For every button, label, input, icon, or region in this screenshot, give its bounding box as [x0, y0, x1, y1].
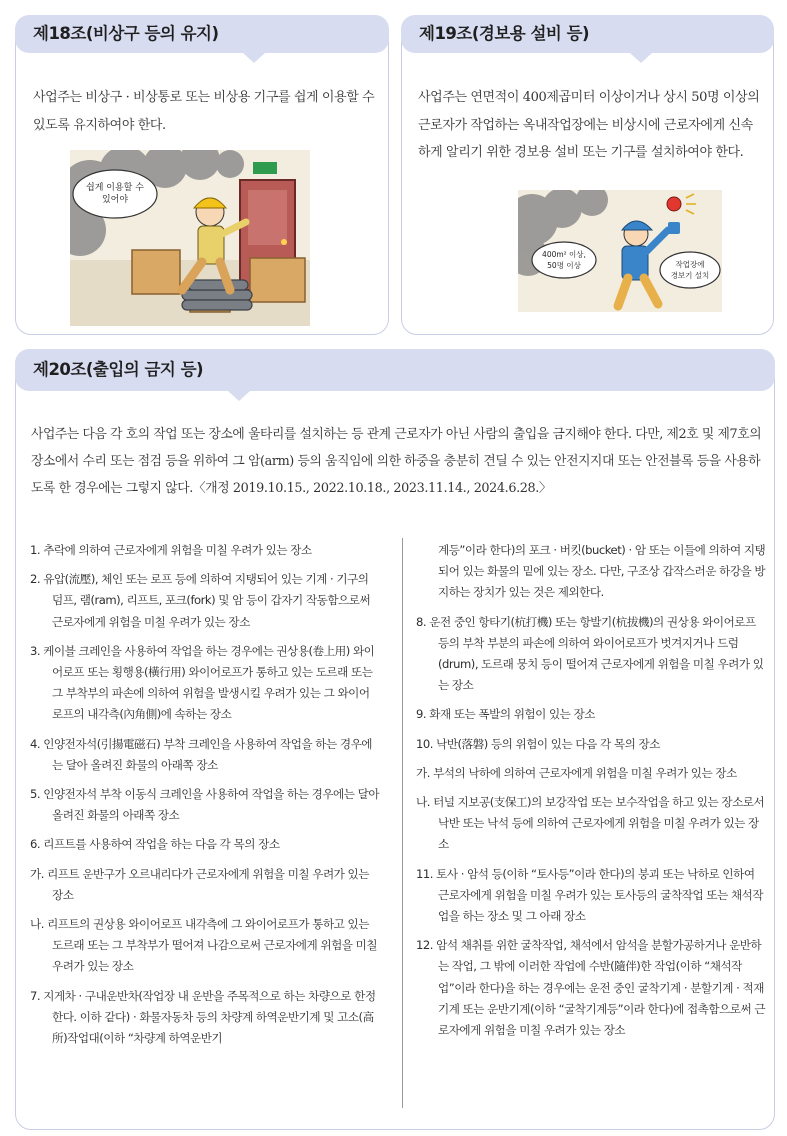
article-18-text: 사업주는 비상구 · 비상통로 또는 비상용 기구를 쉽게 이용할 수 있도록 유지하여야 한다. — [33, 90, 375, 133]
list-item: 12. 암석 채취를 위한 굴착작업, 채석에서 암석을 분할가공하거나 운반하는 작업, 그 밖에 이러한 작업에 수반(隨伴)한 작업(이하 “채석작업”이라 한다)을 하는 경우에는 운전 중인 굴착기계 · 분할기계 · 적재기계 또는 운반기계(이하 “굴착기계등”이라 한다)에 접촉함으로써 근로자에게 위험을 미칠 우려가 있는 장소 — [416, 938, 766, 1038]
emergency-exit-illustration — [70, 150, 310, 326]
article-19-bubble-left-line1: 400m² 이상, — [542, 250, 586, 259]
article-18-title: 제18조(비상구 등의 유지) — [15, 15, 389, 53]
exit-sign-icon — [253, 162, 277, 174]
article-19-text: 사업주는 연면적이 400제곱미터 이상이거나 상시 50명 이상의 근로자가 작업하는 옥내작업장에는 비상시에 근로자에게 신속하게 알리기 위한 경보용 설비 또는 기구를 설치하여야 한다. — [418, 90, 760, 160]
article-18-bubble-line2: 있어야 — [101, 195, 129, 205]
list-sub-item: 가. 리프트 운반구가 오르내리다가 근로자에게 위험을 미칠 우려가 있는 장소 — [30, 866, 369, 902]
list-item: 11. 토사 · 암석 등(이하 “토사등”이라 한다)의 붕괴 또는 낙하로 인하여 근로자에게 위험을 미칠 우려가 있는 토사등의 굴착작업 또는 채석작업을 하는 장소 및 그 아래 장소 — [416, 866, 764, 924]
article-19-bubble-left-line2: 50명 이상 — [547, 261, 581, 270]
article-19-title-pointer — [630, 53, 652, 63]
article-18-title-pointer — [243, 53, 265, 63]
list-item: 4. 인양전자석(引揚電磁石) 부착 크레인을 사용하여 작업을 하는 경우에는 달아 올려진 화물의 아래쪽 장소 — [30, 736, 372, 772]
list-item: 3. 케이블 크레인을 사용하여 작업을 하는 경우에는 권상용(卷上用) 와이어로프 또는 횡행용(橫行用) 와이어로프가 통하고 있는 도르래 또는 그 부착부의 파손에 의하여 위험을 발생시킬 우려가 있는 그 와이어로프의 내각측(內角側)에 속하는 장소 — [30, 643, 375, 722]
article-20-title-pointer — [228, 391, 250, 401]
list-sub-item: 나. 터널 지보공(支保工)의 보강작업 또는 보수작업을 하고 있는 장소로서 낙반 또는 낙석 등에 의하여 근로자에게 위험을 미칠 우려가 있는 장소 — [416, 795, 765, 852]
article-19-bubble-right-line1: 작업장에 — [675, 260, 705, 269]
list-item: 2. 유압(流壓), 체인 또는 로프 등에 의하여 지탱되어 있는 기계 · 기구의 덤프, 램(ram), 리프트, 포크(fork) 및 암 등이 갑자기 작동함으로써 근로자에게 위험을 미칠 우려가 있는 장소 — [30, 572, 371, 629]
article-20-right-column — [416, 540, 768, 1049]
article-19-title: 제19조(경보용 설비 등) — [401, 15, 774, 53]
list-item: 8. 운전 중인 항타기(杭打機) 또는 항발기(杭拔機)의 권상용 와이어로프 등의 부착 부분의 파손에 의하여 와이어로프가 벗겨지거나 드럼(drum), 도르래 뭉치 등이 떨어져 근로자에게 위험을 미칠 우려가 있는 장소 — [416, 614, 764, 693]
list-item: 1. 추락에 의하여 근로자에게 위험을 미칠 우려가 있는 장소 — [30, 543, 312, 557]
article-20-intro: 사업주는 다음 각 호의 작업 또는 장소에 울타리를 설치하는 등 관계 근로자가 아닌 사람의 출입을 금지해야 한다. 다만, 제2호 및 제7호의 장소에서 수리 또는 점검 등을 위하여 그 암(arm) 등의 움직임에 의한 하중을 충분히 견딜 수 있는 안전지지대 또는 안전블록 등을 사용하도록 한 경우에는 그렇지 않다.〈개정 2019.10.15., 2022.10.18., 2023.11.14., 2024.6.28.〉 — [31, 427, 762, 496]
list-item: 6. 리프트를 사용하여 작업을 하는 다음 각 목의 장소 — [30, 837, 280, 852]
alarm-bell-icon — [667, 197, 681, 211]
article-20-left-column — [30, 540, 380, 1057]
list-item: 10. 낙반(落磐) 등의 위험이 있는 다음 각 목의 장소 — [416, 736, 660, 751]
article-20-title: 제20조(출입의 금지 등) — [15, 349, 775, 391]
article-19-bubble-right-line2: 경보기 설치 — [670, 271, 710, 280]
alarm-equipment-illustration — [518, 190, 722, 312]
list-item: 9. 화재 또는 폭발의 위험이 있는 장소 — [416, 707, 595, 722]
list-item: 7. 지게차 · 구내운반차(작업장 내 운반을 주목적으로 하는 차량으로 한정한다. 이하 같다) · 화물자동차 등의 차량계 하역운반기계 및 고소(高所)작업대(이하 “차량계 하역운반기 — [30, 988, 376, 1046]
article-18-bubble-line1: 쉽게 이용할 수 — [86, 183, 144, 193]
list-item: 5. 인양전자석 부착 이동식 크레인을 사용하여 작업을 하는 경우에는 달아 올려진 화물의 아래쪽 장소 — [30, 787, 380, 823]
list-item: 계등”이라 한다)의 포크 · 버킷(bucket) · 암 또는 이들에 의하여 지탱되어 있는 화물의 밑에 있는 장소. 다만, 구조상 갑작스러운 하강을 방지하는 장치가 있는 것은 제외한다. — [438, 543, 766, 600]
list-sub-item: 나. 리프트의 권상용 와이어로프 내각측에 그 와이어로프가 통하고 있는 도르래 또는 그 부착부가 떨어져 나감으로써 근로자에게 위험을 미칠 우려가 있는 장소 — [30, 917, 378, 974]
list-sub-item: 가. 부석의 낙하에 의하여 근로자에게 위험을 미칠 우려가 있는 장소 — [416, 765, 737, 780]
column-divider — [402, 538, 403, 1108]
